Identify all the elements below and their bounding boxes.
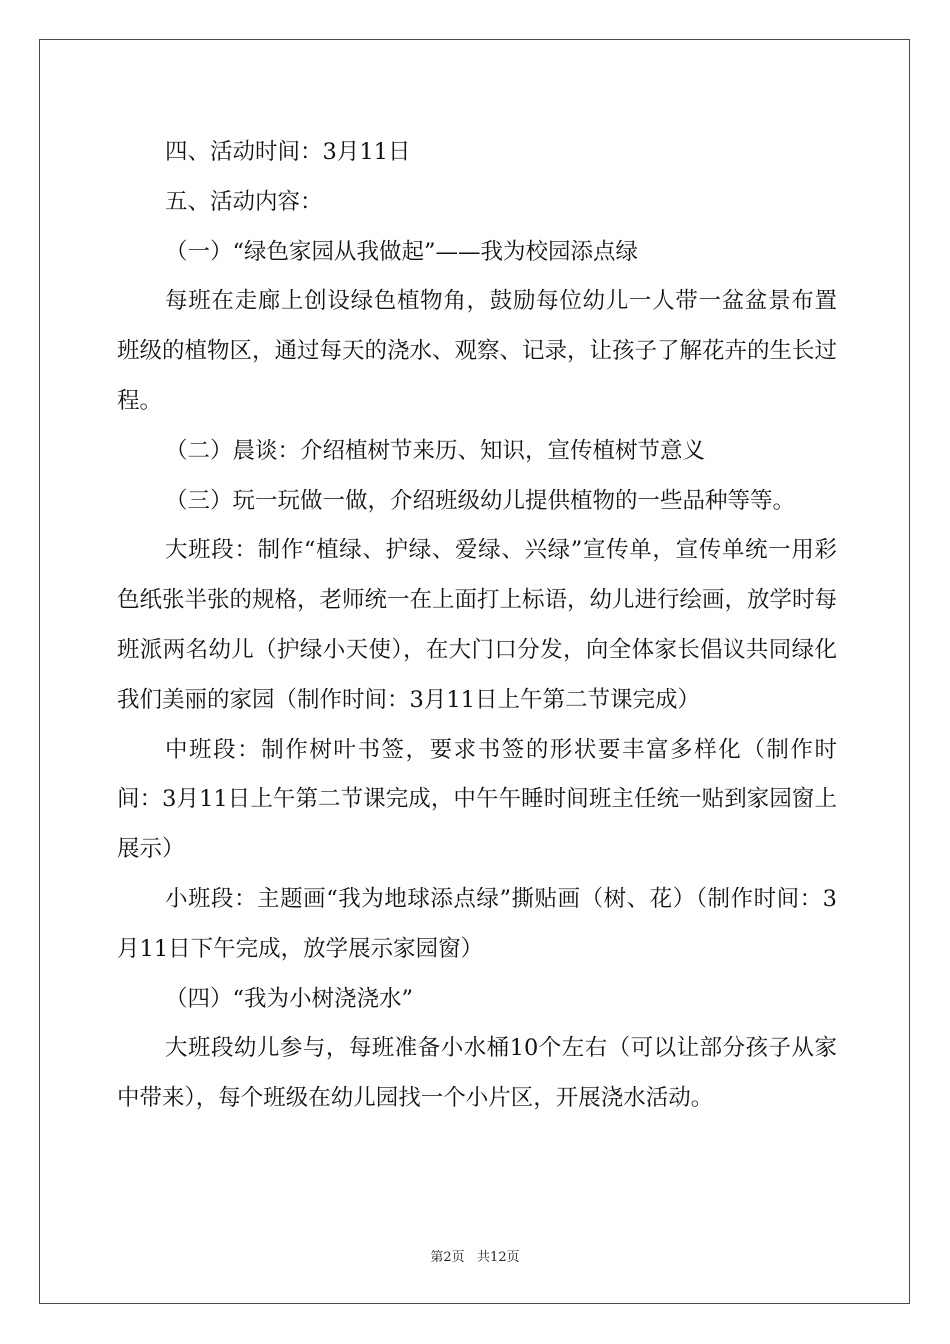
paragraph-section-4-body: 大班段幼儿参与，每班准备小水桶10个左右（可以让部分孩子从家中带来），每个班级在幼儿园找一个小片区，开展浇水活动。	[117, 1035, 837, 1112]
paragraph-activity-time: 四、活动时间：3月11日	[165, 139, 411, 165]
paragraph-junior-class: 小班段：主题画“我为地球添点绿”撕贴画（树、花）（制作时间：3月11日下午完成，放学展示家园窗）	[117, 885, 837, 962]
paragraph-section-2-heading: （二）晨谈：介绍植树节来历、知识，宣传植树节意义	[165, 437, 706, 464]
paragraph-section-4-heading: （四）“我为小树浇浇水”	[165, 985, 414, 1012]
paragraph-senior-class: 大班段：制作“植绿、护绿、爱绿、兴绿”宣传单，宣传单统一用彩色纸张半张的规格，老师统一在上面打上标语，幼儿进行绘画，放学时每班派两名幼儿（护绿小天使），在大门口分发，向全体家长倡议共同绿化我们美丽的家园（制作时间：3月11日上午第二节课完成）	[117, 537, 838, 713]
paragraph-section-1-body: 每班在走廊上创设绿色植物角，鼓励每位幼儿一人带一盆盆景布置班级的植物区，通过每天的浇水、观察、记录，让孩子了解花卉的生长过程。	[117, 288, 838, 414]
paragraph-section-3-heading: （三）玩一玩做一做，介绍班级幼儿提供植物的一些品种等等。	[165, 487, 796, 514]
paragraph-section-1-heading: （一）“绿色家园从我做起”——我为校园添点绿	[165, 238, 639, 265]
document-body	[117, 128, 837, 1124]
page-number-footer: 第2页 共12页	[430, 1250, 520, 1265]
paragraph-activity-content-heading: 五、活动内容：	[165, 188, 323, 215]
paragraph-middle-class: 中班段：制作树叶书签，要求书签的形状要丰富多样化（制作时间：3月11日上午第二节课完成，中午午睡时间班主任统一贴到家园窗上展示）	[117, 736, 837, 863]
